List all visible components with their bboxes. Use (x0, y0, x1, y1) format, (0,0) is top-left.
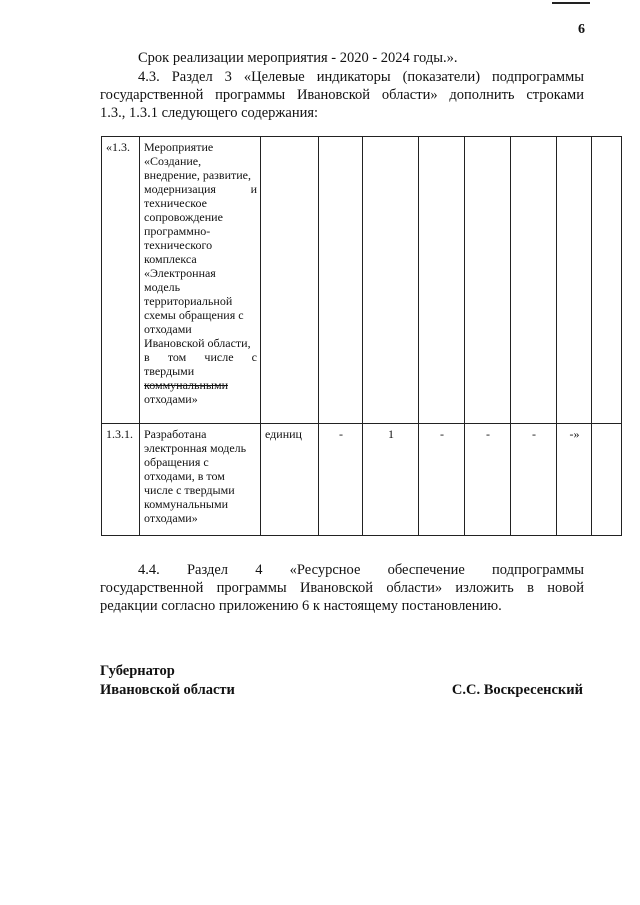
row-number-cell: «1.3. (102, 137, 140, 424)
page-number: 6 (578, 22, 585, 37)
row-description-cell (140, 137, 261, 424)
desc-line: «Создание, (144, 154, 202, 168)
desc-line: обращения с (144, 455, 209, 469)
desc-line: сопровождение (144, 210, 223, 224)
value-cell (465, 137, 511, 424)
desc-line: модель (144, 280, 181, 294)
desc-line: программно- (144, 224, 211, 238)
desc-line: модернизация и (144, 182, 257, 196)
desc-line: коммунальными (144, 497, 228, 511)
desc-line: технического (144, 238, 213, 252)
value-cell (363, 137, 419, 424)
row-description-cell (140, 424, 261, 536)
value-cell: - (419, 424, 465, 536)
indicators-table (101, 136, 622, 536)
desc-line-struck: коммунальными (144, 378, 228, 392)
desc-line: техническое (144, 196, 207, 210)
paragraph-4-3-line-2: государственной программы Ивановской области» дополнить строками (100, 87, 584, 103)
desc-line: отходами (144, 322, 192, 336)
table-row (102, 137, 622, 424)
desc-line: отходами, в том (144, 469, 225, 483)
paragraph-4-4-line-3: редакции согласно приложению 6 к настоящему постановлению. (100, 598, 502, 614)
paragraph-4-3-line-1: 4.3. Раздел 3 «Целевые индикаторы (показатели) подпрограммы (138, 69, 584, 85)
value-cell: 1 (363, 424, 419, 536)
desc-line: числе с твердыми (144, 483, 235, 497)
desc-line: Мероприятие (144, 140, 214, 154)
desc-line: Ивановской области, (144, 336, 251, 350)
paragraph-4-3-line-3: 1.3., 1.3.1 следующего содержания: (100, 105, 319, 121)
signature-name: С.С. Воскресенский (451, 682, 583, 698)
value-cell: - (511, 424, 557, 536)
signature-title (100, 662, 235, 700)
desc-line: электронная модель (144, 441, 247, 455)
desc-line: в том числе с (144, 350, 257, 364)
unit-cell: единиц (261, 424, 319, 536)
table-row (102, 424, 622, 536)
value-cell: -» (557, 424, 592, 536)
value-cell (592, 424, 622, 536)
desc-line: схемы обращения с (144, 308, 244, 322)
paragraph-end-line: Срок реализации мероприятия - 2020 - 2024 годы.». (138, 50, 458, 66)
signature-title-line-1: Губернатор (100, 663, 175, 679)
desc-line: Разработана (144, 427, 207, 441)
value-cell (592, 137, 622, 424)
desc-line: территориальной (144, 294, 233, 308)
desc-line: комплекса (144, 252, 197, 266)
value-cell: - (319, 424, 363, 536)
top-rule (552, 2, 590, 4)
value-cell: - (465, 424, 511, 536)
value-cell (419, 137, 465, 424)
paragraph-4-4-line-1: 4.4. Раздел 4 «Ресурсное обеспечение подпрограммы (138, 562, 584, 578)
value-cell (511, 137, 557, 424)
desc-line: отходами» (144, 392, 198, 406)
paragraph-4-4-line-2: государственной программы Ивановской области» изложить в новой (100, 580, 584, 596)
desc-line: твердыми (144, 364, 195, 378)
desc-line: «Электронная (144, 266, 216, 280)
value-cell (557, 137, 592, 424)
desc-line: внедрение, развитие, (144, 168, 252, 182)
unit-cell (261, 137, 319, 424)
row-number-cell: 1.3.1. (102, 424, 140, 536)
value-cell (319, 137, 363, 424)
desc-line: отходами» (144, 511, 198, 525)
signature-title-line-2: Ивановской области (100, 682, 235, 698)
